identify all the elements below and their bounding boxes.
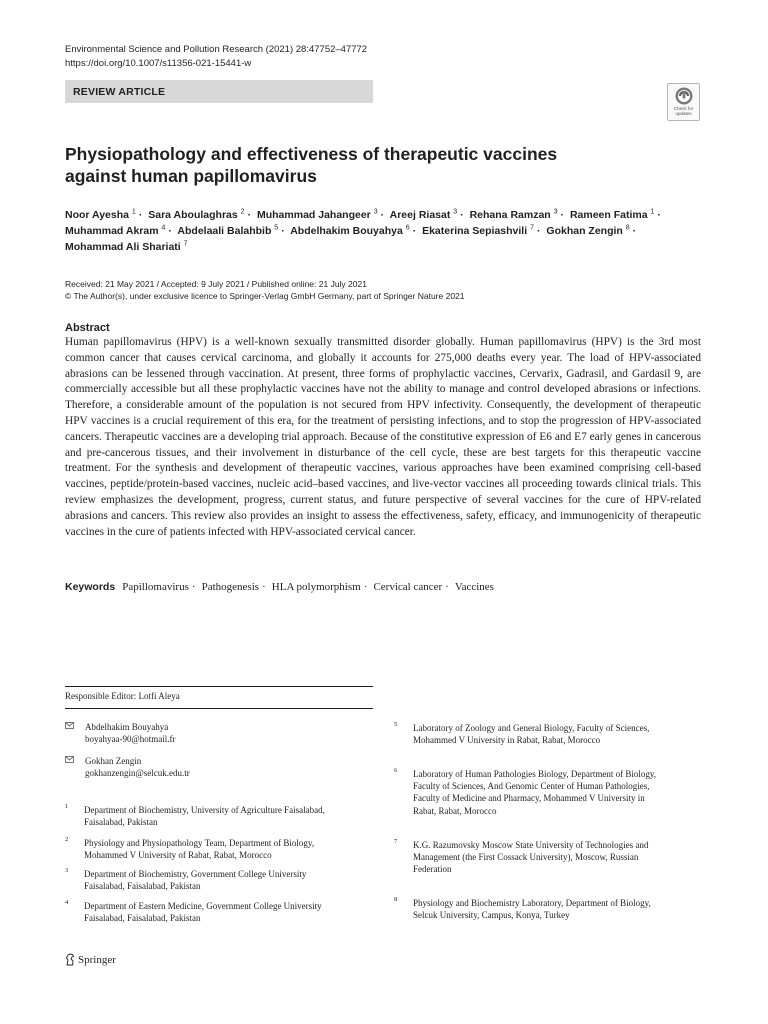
affiliation: 7 K.G. Razumovsky Moscow State University of Technologies and Management (the First Cossack University), Moscow, Russian Federation [394,838,649,875]
affiliation: 3 Department of Biochemistry, Government College University Faisalabad, Faisalabad, Pakistan [65,867,307,892]
title-line-1: Physiopathology and effectiveness of therapeutic vaccines [65,144,558,164]
affiliation: 2 Physiology and Physiopathology Team, Department of Biology, Mohammed V University of Rabat, Rabat, Morocco [65,836,315,861]
responsible-editor: Responsible Editor: Lotfi Aleya [65,691,180,701]
keyword[interactable]: Pathogenesis [201,581,260,593]
author[interactable]: Muhammad Akram $^4$ [65,224,166,237]
keyword[interactable]: Vaccines [454,581,494,593]
author[interactable]: Abdelaali Balahbib $^5$ [177,224,279,237]
author[interactable]: Abdelhakim Bouyahya $^6$ [290,224,410,237]
affiliation-number: 7 [394,838,398,845]
title-line-2: against human papillomavirus [65,166,317,186]
affiliation: 8 Physiology and Biochemistry Laboratory, Department of Biology, Selcuk University, Campus, Konya, Turkey [394,896,651,921]
abstract-heading: Abstract [65,322,110,334]
keywords-heading: Keywords [65,581,116,593]
envelope-icon [65,722,74,729]
envelope-icon [65,756,74,763]
author-list: Noor Ayesha $^1$ · Sara Aboulaghras $^2$ · Muhammad Jahangeer $^3$ · Areej Riasat $^3$ · Rehana Ramzan $^3$ · Rameen Fatima $^1$ · Muhammad Akram $^4$ · Abdelaali Balahbib $^5$ · Abdelhakim Bouyahya $^6$ · Ekaterina Sepiashvili $^7$ · Gokhan Zengin $^8$ · Mohammad Ali Shariati $^7$ [65,208,661,253]
publisher-logo [65,953,116,966]
keyword[interactable]: HLA polymorphism [271,581,361,593]
affiliation: 4 Department of Eastern Medicine, Government College University Faisalabad, Faisalabad, Pakistan [65,899,322,924]
affiliation-number: 2 [65,836,69,843]
affiliation-number: 5 [394,721,398,728]
footnote-divider [65,708,373,709]
author[interactable]: Gokhan Zengin $^8$ [546,224,630,237]
article-type-label: REVIEW ARTICLE [73,85,166,98]
affiliation-number: 8 [394,896,398,903]
keywords: Keywords Papillomavirus · Pathogenesis · HLA polymorphism · Cervical cancer · Vaccines [65,581,494,593]
doi-link[interactable]: https://doi.org/10.1007/s11356-021-15441-w [65,58,252,69]
affiliation: 5 Laboratory of Zoology and General Biology, Faculty of Sciences, Mohammed V University in Rabat, Rabat, Morocco [394,721,650,746]
author[interactable]: Mohammad Ali Shariati $^7$ [65,240,188,253]
publisher-name: Springer [78,953,116,966]
author[interactable]: Areej Riasat $^3$ [389,208,458,221]
contact-name: Gokhan Zengin [85,756,142,766]
author[interactable]: Rameen Fatima $^1$ [569,208,655,221]
corresponding-author [65,755,365,779]
affiliation: 1 Department of Biochemistry, University of Agriculture Faisalabad, Faisalabad, Pakistan [65,803,325,828]
affiliation-number: 6 [394,767,398,774]
author[interactable]: Ekaterina Sepiashvili $^7$ [422,224,534,237]
check-for-updates-badge[interactable] [667,83,700,121]
author[interactable]: Muhammad Jahangeer $^3$ [256,208,378,221]
badge-label: Check for updates [673,106,694,116]
author[interactable]: Rehana Ramzan $^3$ [469,208,558,221]
copyright-line: © The Author(s), under exclusive licence to Springer-Verlag GmbH Germany, part of Springer Nature 2021 [65,291,465,301]
journal-line: Environmental Science and Pollution Research (2021) 28:47752–47772 [65,44,368,55]
author[interactable]: Sara Aboulaghras $^2$ [148,208,245,221]
affiliation-number: 3 [65,867,69,874]
article-title [65,143,625,187]
affiliation-number: 4 [65,899,69,906]
contact-email[interactable]: gokhanzengin@selcuk.edu.tr [85,768,190,779]
keyword[interactable]: Papillomavirus [122,581,189,593]
springer-horse-icon [65,953,75,966]
abstract-text: Human papillomavirus (HPV) is a well-known sexually transmitted disorder globally. Human papillomavirus (HPV) is the 3rd most common cancer that causes cervical carcinoma, and globally it accounts for 275,000 deaths every year. The load of HPV-associated abrasions can be lessened through vaccination. At present, three forms of prophylactic vaccines, Cervarix, Gadrasil, and Gardasil 9, are commercially accessible but all these prophylactic vaccines have not the ability to manage and control developed abrasions or infections. Therefore, a considerable amount of the population is not secured from HPV infectivity. Consequently, the development of therapeutic HPV vaccines is a crucial requirement of this era, for the treatment of persisting infections, and to stop the progression of HPV-associated cancers. Therapeutic vaccines are a developing trial approach. Because of the constitutive expression of E6 and E7 early genes in cancerous and pre-cancerous tissues, and their involvement in disturbance of the cell cycle, these are best targets for this therapeutic vaccine treatment. For the synthesis and development of therapeutic vaccines, various approaches have been examined comprising cell-based vaccines, peptide/protein-based vaccines, nucleic acid–based vaccines, and live-vector vaccines all proceeding towards clinical trials. This review emphasizes the development, progress, current status, and future perspective of several vaccines for the cure of HPV-related abrasions and cancers. This review also provides an insight to assess the effectiveness, safety, efficacy, and immunogenicity of therapeutic vaccines in the cure of patients infected with HPV-associated cervical cancer. [65,336,701,538]
check-updates-icon [675,87,693,105]
contact-email[interactable]: boyahyaa-90@hotmail.fr [85,734,176,745]
publication-history [65,278,465,302]
footnote-divider [65,686,373,687]
affiliation: 6 Laboratory of Human Pathologies Biology, Department of Biology, Faculty of Sciences, And Genomic Center of Human Pathologies, Faculty of Medicine and Pharmacy, Mohammed V University in Rabat, Rabat, Morocco [394,767,657,816]
keyword[interactable]: Cervical cancer [373,581,443,593]
author[interactable]: Noor Ayesha $^1$ [65,208,136,221]
contact-name: Abdelhakim Bouyahya [85,722,169,732]
corresponding-author [65,721,365,745]
journal-citation [65,43,367,71]
history-dates: Received: 21 May 2021 / Accepted: 9 July 2021 / Published online: 21 July 2021 [65,279,367,289]
affiliation-number: 1 [65,803,69,810]
article-type-bar [65,80,373,103]
